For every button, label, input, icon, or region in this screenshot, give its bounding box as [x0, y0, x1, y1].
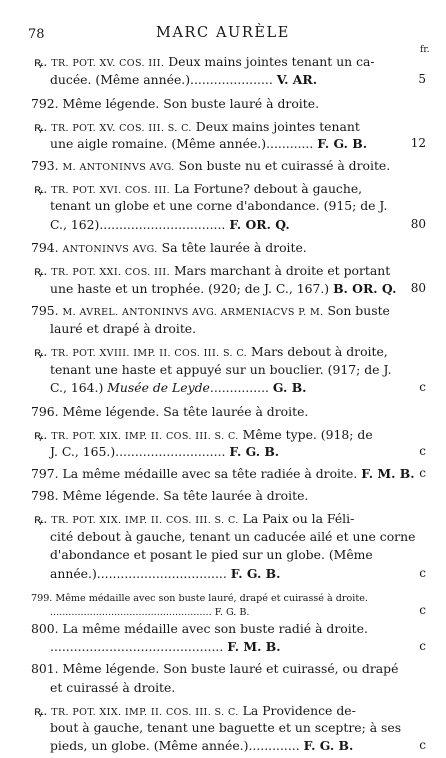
- text-segment: Musée de Leyde: [107, 380, 210, 395]
- catalogue-line: [0, 96, 446, 116]
- price-value: c: [419, 639, 426, 653]
- line-text: [50, 198, 387, 213]
- page-number: 78: [28, 27, 45, 42]
- text-segment: ꝶ.: [34, 703, 52, 718]
- text-segment: Mars marchant à droite et portant: [170, 263, 391, 278]
- text-segment: tenant un globe et une corne d'abondance. (915; de J.: [50, 198, 388, 213]
- text-segment: une haste et un trophée. (920; de J. C., 167.): [50, 281, 334, 296]
- text-segment: 797. La même médaille avec sa tête radiée à droite.: [31, 466, 362, 481]
- text-segment: TR. POT. XV. COS. III. S. C.: [51, 123, 192, 134]
- text-segment: ............................................: [50, 639, 228, 654]
- text-segment: C., 164.): [50, 380, 108, 395]
- catalogue-line: [0, 547, 446, 567]
- line-text: [31, 158, 390, 173]
- catalogue-line: [0, 720, 446, 740]
- text-segment: 792. Même légende. Son buste lauré à droite.: [31, 96, 320, 111]
- metal-size-code: B. OR. Q.: [333, 281, 397, 296]
- text-segment: 793.: [31, 158, 63, 173]
- text-segment: d'abondance et posant le pied sur un globe. (Même: [50, 547, 373, 562]
- text-segment: bout à gauche, tenant une baguette et un sceptre; à ses: [50, 720, 402, 735]
- text-segment: Même type. (918; de: [238, 427, 373, 442]
- price-value: c: [419, 603, 426, 617]
- line-text: [50, 444, 279, 459]
- catalogue-line: [0, 426, 446, 446]
- price-value: c: [419, 466, 426, 480]
- text-segment: année.).................................: [50, 566, 231, 581]
- line-text: [50, 603, 249, 618]
- catalogue-line: [0, 321, 446, 341]
- text-segment: TR. POT. XVI. COS. III.: [51, 185, 171, 196]
- line-text: [34, 118, 360, 135]
- text-segment: tenant une haste et appuyé sur un bouclier. (917; de J.: [50, 362, 392, 377]
- line-text: [34, 510, 354, 527]
- line-text: [50, 217, 290, 232]
- text-segment: M. AVREL. ANTONINVS AVG. ARMENIACVS P. M.: [62, 307, 324, 318]
- text-segment: 798. Même légende. Sa tête laurée à droite.: [31, 488, 309, 503]
- catalogue-line: [0, 217, 446, 237]
- text-segment: .....................................................: [50, 607, 215, 618]
- line-text: [31, 466, 415, 481]
- catalogue-line: [0, 680, 446, 700]
- text-segment: M. ANTONINVS AVG.: [62, 162, 175, 173]
- catalogue-line: [0, 404, 446, 424]
- text-segment: Son buste: [323, 303, 390, 318]
- text-segment: J. C., 165.)............................: [50, 444, 230, 459]
- line-text: [34, 426, 373, 443]
- metal-size-code: F. M. B.: [227, 639, 281, 654]
- catalogue-line: [0, 281, 446, 301]
- line-text: [50, 281, 396, 296]
- line-text: [50, 380, 306, 395]
- text-segment: La Providence de-: [238, 703, 356, 718]
- catalogue-line: [0, 180, 446, 200]
- price-value: 80: [410, 281, 426, 295]
- price-value: c: [419, 444, 426, 458]
- catalogue-line: [0, 53, 446, 73]
- text-segment: TR. POT. XIX. IMP. II. COS. III. S. C.: [51, 515, 239, 526]
- line-text: [50, 639, 281, 654]
- text-segment: ꝶ.: [34, 54, 52, 69]
- catalogue-line: [0, 198, 446, 218]
- text-segment: ꝶ.: [34, 511, 52, 526]
- line-text: [50, 321, 196, 336]
- metal-size-code: G. B.: [272, 380, 307, 395]
- text-segment: TR. POT. XV. COS. III.: [51, 58, 165, 69]
- line-text: [31, 240, 307, 255]
- metal-size-code: F. M. B.: [361, 466, 415, 481]
- text-segment: TR. POT. XIX. IMP. II. COS. III. S. C.: [51, 431, 239, 442]
- text-segment: cité debout à gauche, tenant un caducée ailé et une corne: [50, 529, 416, 544]
- line-text: [31, 404, 308, 419]
- text-segment: Mars debout à droite,: [247, 344, 388, 359]
- text-segment: Deux mains jointes tenant: [191, 119, 360, 134]
- running-head: MARC AURÈLE: [156, 25, 290, 41]
- catalogue-line: [0, 118, 446, 138]
- text-segment: ducée. (Même année.).....................: [50, 72, 277, 87]
- price-value: c: [419, 738, 426, 752]
- catalogue-line: [0, 702, 446, 722]
- line-text: [50, 136, 367, 151]
- catalogue-line: [0, 661, 446, 681]
- text-segment: Sa tête laurée à droite.: [157, 240, 307, 255]
- line-text: [34, 180, 362, 197]
- text-segment: 801. Même légende. Son buste lauré et cuirassé, ou drapé: [31, 661, 399, 676]
- text-segment: 800. La même médaille avec son buste radié à droite.: [31, 621, 368, 636]
- line-text: [50, 529, 415, 544]
- metal-size-code: F. G. B.: [303, 738, 354, 753]
- text-segment: ꝶ.: [34, 119, 52, 134]
- catalogue-line: [0, 262, 446, 282]
- line-text: [50, 362, 391, 377]
- text-segment: F. G. B.: [214, 607, 250, 618]
- catalogue-line: [0, 136, 446, 156]
- catalogue-line: [0, 362, 446, 382]
- text-segment: La Paix ou la Féli-: [238, 511, 355, 526]
- text-segment: ...............: [209, 380, 273, 395]
- text-segment: une aigle romaine. (Même année.)............: [50, 136, 318, 151]
- catalogue-line: [0, 158, 446, 178]
- catalogue-line: [0, 466, 446, 486]
- line-text: [50, 738, 353, 753]
- text-segment: TR. POT. XXI. COS. III.: [51, 267, 170, 278]
- text-segment: lauré et drapé à droite.: [50, 321, 197, 336]
- line-text: [31, 303, 390, 318]
- catalogue-line: [0, 240, 446, 260]
- price-value: 12: [410, 136, 426, 150]
- catalogue-line: [0, 72, 446, 92]
- catalogue-line: [0, 488, 446, 508]
- catalogue-line: [0, 529, 446, 549]
- text-segment: pieds, un globe. (Même année.).............: [50, 738, 304, 753]
- text-segment: 794.: [31, 240, 63, 255]
- line-text: [34, 53, 375, 70]
- catalogue-line: [0, 444, 446, 464]
- text-segment: TR. POT. XIX. IMP. II. COS. III. S. C.: [51, 707, 239, 718]
- price-column-head: fr.: [420, 45, 430, 55]
- line-text: [34, 262, 390, 279]
- catalogue-line: [0, 510, 446, 530]
- catalogue-line: [0, 639, 446, 659]
- line-text: [34, 702, 356, 719]
- text-segment: Son buste nu et cuirassé à droite.: [174, 158, 391, 173]
- text-segment: ANTONINVS AVG.: [62, 244, 158, 255]
- line-text: [31, 621, 368, 636]
- text-segment: ꝶ.: [34, 344, 52, 359]
- line-text: [31, 661, 398, 676]
- price-value: 5: [418, 72, 426, 86]
- line-text: [50, 547, 373, 562]
- text-segment: et cuirassé à droite.: [50, 680, 176, 695]
- catalogue-line: [0, 303, 446, 323]
- metal-size-code: F. G. B.: [317, 136, 368, 151]
- catalogue-line: [0, 380, 446, 400]
- line-text: [31, 589, 368, 604]
- text-segment: ꝶ.: [34, 427, 52, 442]
- line-text: [50, 72, 317, 87]
- text-segment: ꝶ.: [34, 263, 52, 278]
- line-text: [50, 680, 175, 695]
- line-text: [50, 566, 280, 581]
- price-value: c: [419, 566, 426, 580]
- text-segment: C., 162)................................: [50, 217, 230, 232]
- metal-size-code: F. G. B.: [229, 444, 280, 459]
- metal-size-code: F. G. B.: [230, 566, 281, 581]
- line-text: [50, 720, 401, 735]
- price-value: c: [419, 380, 426, 394]
- catalogue-line: [0, 603, 446, 623]
- catalogue-line: [0, 738, 446, 758]
- text-segment: 796. Même légende. Sa tête laurée à droite.: [31, 404, 309, 419]
- metal-size-code: V. AR.: [276, 72, 318, 87]
- catalogue-line: [0, 621, 446, 641]
- catalogue-line: [0, 566, 446, 586]
- metal-size-code: F. OR. Q.: [229, 217, 290, 232]
- text-segment: La Fortune? debout à gauche,: [170, 181, 363, 196]
- line-text: [31, 488, 308, 503]
- catalogue-line: [0, 343, 446, 363]
- text-segment: ꝶ.: [34, 181, 52, 196]
- line-text: [34, 343, 388, 360]
- text-segment: 799. Même médaille avec son buste lauré, drapé et cuirassé à droite.: [31, 593, 368, 604]
- text-segment: 795.: [31, 303, 63, 318]
- price-value: 80: [410, 217, 426, 231]
- text-segment: TR. POT. XVIII. IMP. II. COS. III. S. C.: [51, 348, 248, 359]
- line-text: [31, 96, 319, 111]
- text-segment: Deux mains jointes tenant un ca-: [164, 54, 375, 69]
